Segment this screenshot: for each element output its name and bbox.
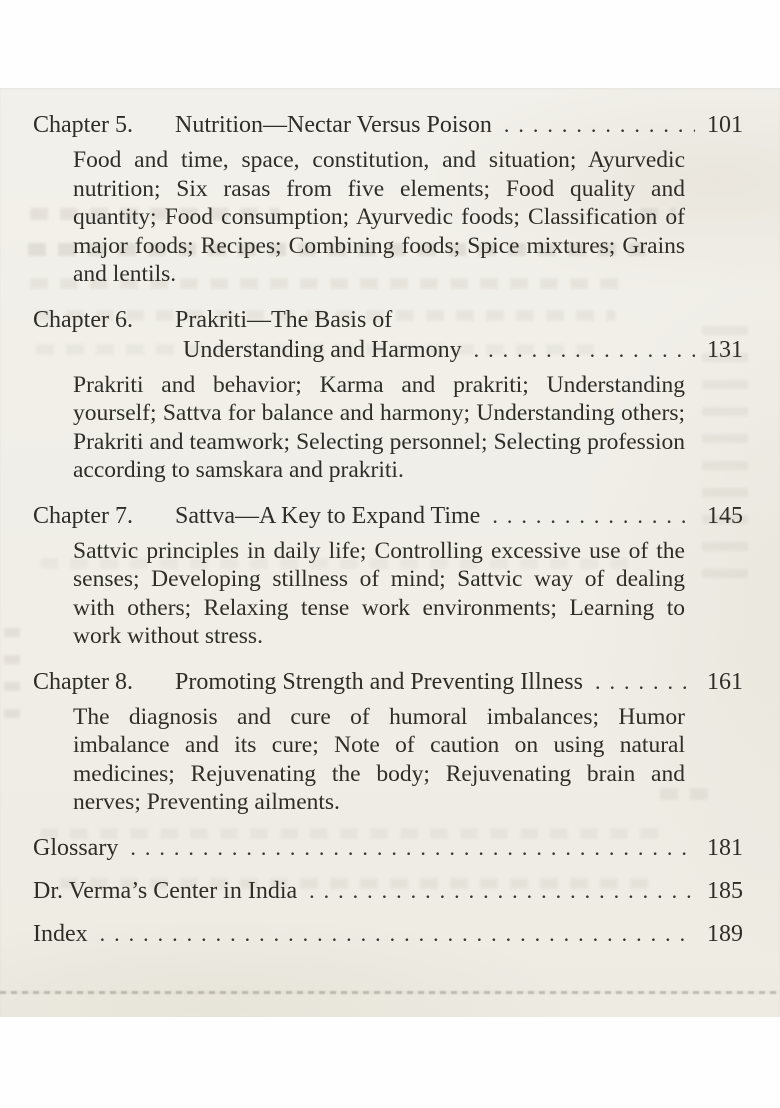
chapter-title-line-2: Understanding and Harmony (183, 336, 462, 363)
chapter-description: Sattvic principles in daily life; Controlling excessive use of the senses; Developing stillness of mind; Sattvic way of dealing with others; Relaxing tense work environments; Learning to work without stress. (73, 537, 685, 649)
chapter-heading-row (33, 110, 743, 140)
chapter-page-number: 161 (707, 668, 743, 695)
book-page (0, 88, 780, 1017)
chapter-label: Chapter 5. (33, 112, 133, 138)
dot-leader (504, 110, 695, 140)
chapter-label: Chapter 8. (33, 668, 133, 695)
back-matter-entry-glossary (33, 833, 743, 863)
back-matter-page-number: 181 (707, 834, 743, 861)
back-matter-title: Index (33, 920, 88, 947)
chapter-title-line-1: Prakriti—The Basis of (175, 306, 393, 333)
chapter-heading-row (33, 667, 743, 697)
chapter-page-number: 145 (707, 502, 743, 529)
chapter-page-number: 131 (707, 336, 743, 363)
dot-leader (492, 501, 695, 531)
toc-entry-chapter-7 (33, 501, 743, 651)
back-matter-entry-index (33, 919, 743, 949)
back-matter-title: Glossary (33, 834, 119, 861)
table-of-contents (0, 88, 780, 949)
toc-entry-chapter-6 (33, 305, 743, 485)
toc-entry-chapter-8 (33, 667, 743, 817)
chapter-title: Sattva—A Key to Expand Time (175, 502, 481, 529)
chapter-heading-row-continued (33, 335, 743, 365)
chapter-description: The diagnosis and cure of humoral imbalances; Humor imbalance and its cure; Note of caution on using natural medicines; Rejuvenating the body; Rejuvenating brain and nerves; Preventing ailments. (73, 703, 685, 815)
back-matter-page-number: 185 (707, 877, 743, 904)
back-matter-page-number: 189 (707, 920, 743, 947)
page-edge-line (0, 991, 780, 994)
chapter-description: Prakriti and behavior; Karma and prakriti; Understanding yourself; Sattva for balance and harmony; Understanding others; Prakriti and teamwork; Selecting personnel; Selecting profession according to samskara and prakriti. (73, 371, 685, 483)
chapter-heading-row (33, 305, 743, 335)
chapter-title: Promoting Strength and Preventing Illness (175, 668, 583, 695)
chapter-label: Chapter 7. (33, 502, 133, 529)
chapter-description: Food and time, space, constitution, and situation; Ayurvedic nutrition; Six rasas from five elements; Food quality and quantity; Food consumption; Ayurvedic foods; Classification of major foods; Recipes; Combining foods; Spice mixtures; Grains and lentils. (73, 147, 685, 287)
dot-leader (130, 833, 695, 863)
chapter-label: Chapter 6. (33, 306, 133, 333)
chapter-title: Nutrition—Nectar Versus Poison (175, 112, 492, 138)
back-matter-entry-center (33, 876, 743, 906)
dot-leader (474, 335, 695, 365)
dot-leader (100, 919, 695, 949)
toc-entry-chapter-5 (33, 110, 743, 289)
dot-leader (309, 876, 695, 906)
back-matter-list (33, 833, 743, 949)
dot-leader (595, 667, 695, 697)
chapter-page-number: 101 (707, 112, 743, 138)
chapter-heading-row (33, 501, 743, 531)
back-matter-title: Dr. Verma’s Center in India (33, 877, 298, 904)
